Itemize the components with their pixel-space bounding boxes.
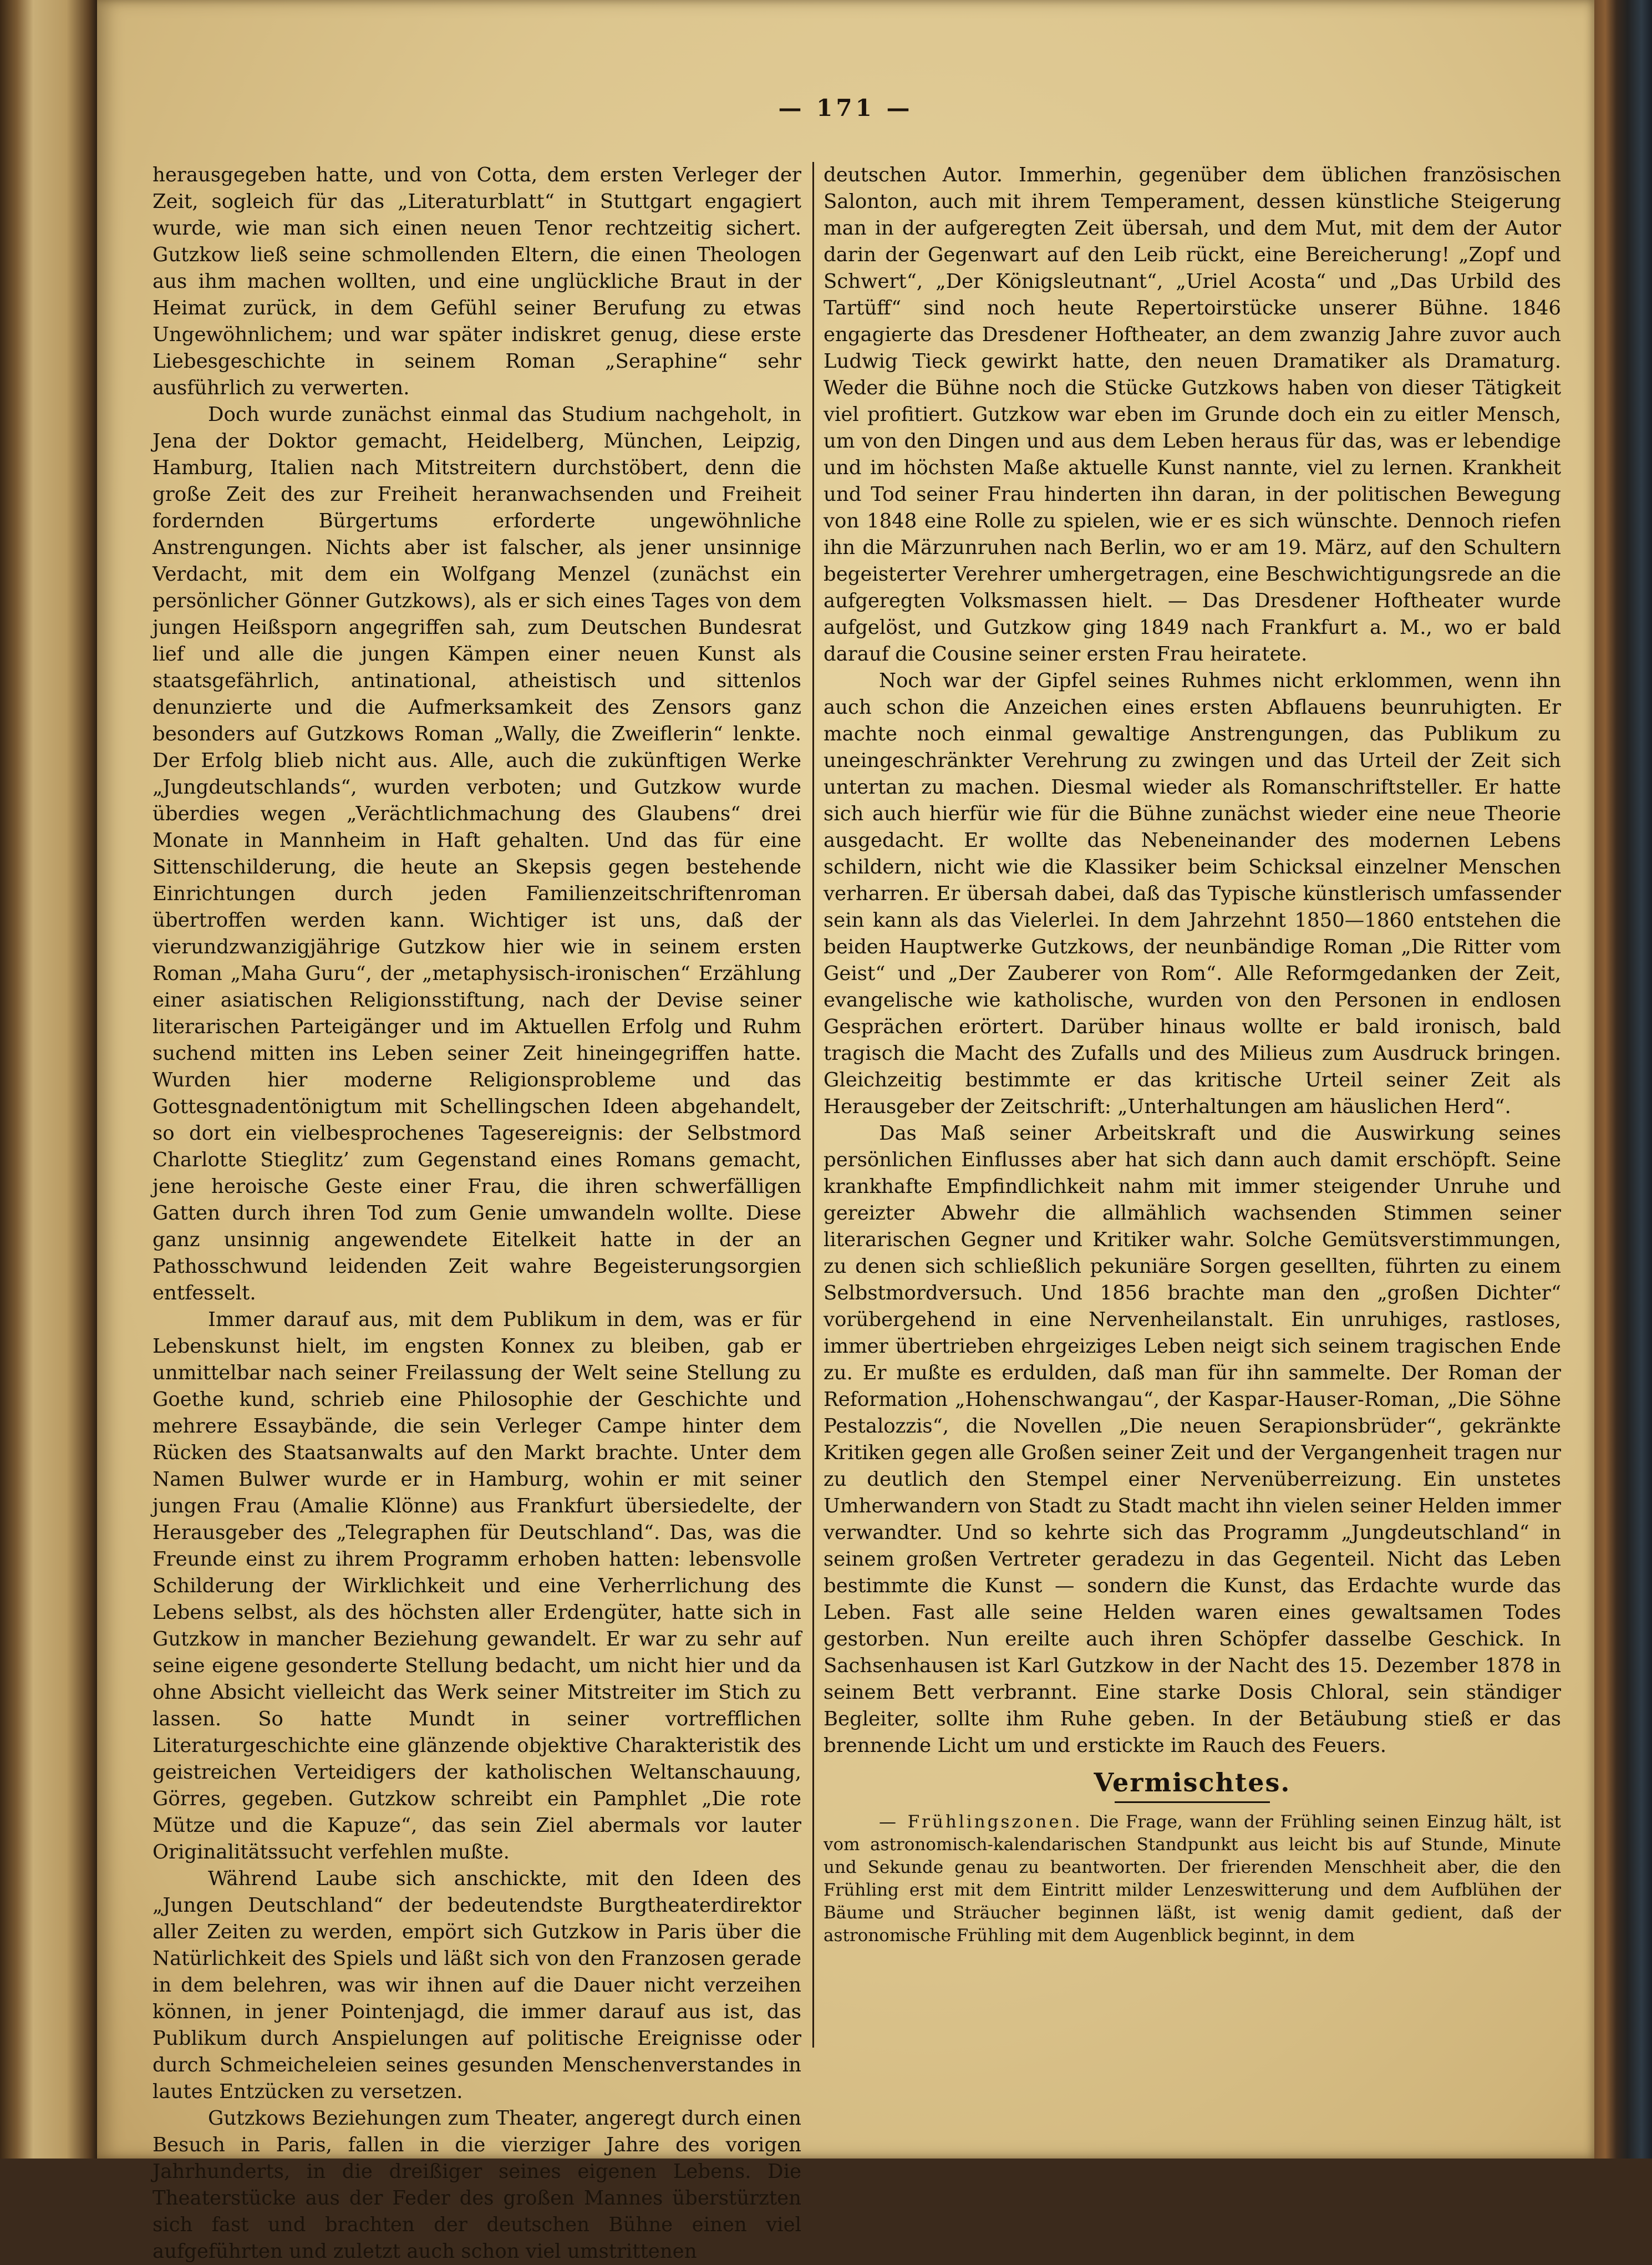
paragraph: Gutzkows Beziehungen zum Theater, angeregt durch einen Besuch in Paris, fallen in die vierziger Jahre des vorigen Jahrhunderts, in die dreißiger seines eigenen Lebens. Die Theaterstücke aus der Feder des großen Mannes überstürzten sich fast und brachten der deutschen Bühne einen viel aufgeführten und zuletzt auch schon viel umstrittenen xyxy=(153,2107,801,2263)
paragraph: herausgegeben hatte, und von Cotta, dem ersten Verleger der Zeit, sogleich für das „Literaturblatt“ in Stuttgart engagiert wurde, wie man sich einen neuen Tenor rechtzeitig sichert. Gutzkow ließ seine schmollenden Eltern, die einen Theologen aus ihm machen wollten, und eine unglückliche Braut in der Heimat zurück, in dem Gefühl seiner Berufung zu etwas Ungewöhnlichem; und war später indiskret genug, diese erste Liebesgeschichte in seinem Roman „Seraphine“ sehr ausführlich zu verwerten. xyxy=(153,164,801,399)
paragraph: deutschen Autor. Immerhin, gegenüber dem üblichen französischen Salonton, auch mit ihrem Temperament, dessen künstliche Steigerung man in der aufgeregten Zeit übersah, und dem Mut, mit dem der Autor darin der Gegenwart auf den Leib rückt, eine Bereicherung! „Zopf und Schwert“, „Der Königsleutnant“, „Uriel Acosta“ und „Das Urbild des Tartüff“ sind noch heute Repertoirstücke unserer Bühne. 1846 engagierte das Dresdener Hoftheater, an dem zwanzig Jahre zuvor auch Ludwig Tieck gewirkt hatte, den neuen Dramatiker als Dramaturg. Weder die Bühne noch die Stücke Gutzkows haben von dieser Tätigkeit viel profitiert. Gutzkow war eben im Grunde doch ein zu eitler Mensch, um von den Dingen und aus dem Leben heraus für das, was er lebendige und im höchsten Maße aktuelle Kunst nannte, viel zu lernen. Krankheit und Tod seiner Frau hinderten ihn daran, in der politischen Bewegung von 1848 eine Rolle zu spielen, wie er es sich wünschte. Dennoch riefen ihn die Märzunruhen nach Berlin, wo er am 19. März, auf den Schultern begeisterter Verehrer umhergetragen, eine Beschwichtigungsrede an die aufgeregten Volksmassen hielt. — Das Dresdener Hoftheater wurde aufgelöst, und Gutzkow ging 1849 nach Frankfurt a. M., wo er bald darauf die Cousine seiner ersten Frau heiratete. xyxy=(824,164,1561,666)
paragraph: Doch wurde zunächst einmal das Studium nachgeholt, in Jena der Doktor gemacht, Heidelberg, München, Leipzig, Hamburg, Italien nach Mitstreitern durchstöbert, denn die große Zeit des zur Freiheit heranwachsenden und Freiheit fordernden Bürgertums erforderte ungewöhnliche Anstrengungen. Nichts aber ist falscher, als jener unsinnige Verdacht, mit dem ein Wolfgang Menzel (zunächst ein persönlicher Gönner Gutzkows), als er sich eines Tages von dem jungen Heißsporn angegriffen sah, zum Deutschen Bundesrat lief und alle die jungen Kämpen einer neuen Kunst als staatsgefährlich, antinational, atheistisch und sittenlos denunzierte und die Aufmerksamkeit des Zensors ganz besonders auf Gutzkows Roman „Wally, die Zweiflerin“ lenkte. Der Erfolg blieb nicht aus. Alle, auch die zukünftigen Werke „Jungdeutschlands“, wurden verboten; und Gutzkow wurde überdies wegen „Verächtlichmachung des Glaubens“ drei Monate in Mannheim in Haft gehalten. Und das für eine Sittenschilderung, die heute an Skepsis gegen bestehende Einrichtungen durch jeden Familienzeitschriftenroman übertroffen werden kann. Wichtiger ist uns, daß der vierundzwanzigjährige Gutzkow hier wie in seinem ersten Roman „Maha Guru“, der „metaphysisch-ironischen“ Erzählung einer asiatischen Religionsstiftung, nach der Devise seiner literarischen Parteigänger und im Aktuellen Erfolg und Ruhm suchend mitten ins Leben seiner Zeit hineingegriffen hatte. Wurden hier moderne Religionsprobleme und das Gottesgnadentönigtum mit Schellingschen Ideen abgehandelt, so dort ein vielbesprochenes Tagesereignis: der Selbstmord Charlotte Stieglitz’ zum Gegenstand eines Romans gemacht, jene heroische Geste einer Frau, die ihren schwerfälligen Gatten durch ihren Tod zum Genie umwandeln wollte. Diese ganz unsinnig angewendete Eitelkeit hatte in der an Pathosschwund leidenden Zeit wahre Begeisterungsorgien entfesselt. xyxy=(153,403,801,1304)
paragraph: Während Laube sich anschickte, mit den Ideen des „Jungen Deutschland“ der bedeutendste Burgtheaterdirektor aller Zeiten zu werden, empört sich Gutzkow in Paris über die Natürlichkeit des Spiels und läßt sich von den Franzosen gerade in dem belehren, was wir ihnen auf die Dauer nicht verzeihen können, in jener Pointenjagd, die immer darauf aus ist, das Publikum durch Anspielungen auf politische Ereignisse oder durch Schmeicheleien seines gesunden Menschenverstandes in lautes Entzücken zu versetzen. xyxy=(153,1867,801,2103)
page-number: — 171 — xyxy=(778,94,913,121)
section-rule xyxy=(1115,1801,1270,1803)
column-divider xyxy=(812,162,814,2048)
right-column xyxy=(824,162,1561,1947)
paragraph: Immer darauf aus, mit dem Publikum in dem, was er für Lebenskunst hielt, im engsten Konnex zu bleiben, gab er unmittelbar nach seiner Freilassung der Welt seine Stellung zu Goethe kund, schrieb eine Philosophie der Geschichte und mehrere Essaybände, die sein Verleger Campe hinter dem Rücken des Staatsanwalts auf den Markt brachte. Unter dem Namen Bulwer wurde er in Hamburg, wohin er mit seiner jungen Frau (Amalie Klönne) aus Frankfurt übersiedelte, der Herausgeber des „Telegraphen für Deutschland“. Das, was die Freunde einst zu ihrem Programm erhoben hatten: lebensvolle Schilderung der Wirklichkeit und eine Verherrlichung des Lebens selbst, als des höchsten aller Erdengüter, hatte sich in Gutzkow in mancher Beziehung gewandelt. Er war zu sehr auf seine eigene gesonderte Stellung bedacht, um nicht hier und da ohne Absicht vielleicht das Werk seiner Mitstreiter im Stich zu lassen. So hatte Mundt in seiner vortrefflichen Literaturgeschichte eine glänzende objektive Charakteristik des geistreichen Verteidigers der katholischen Weltanschauung, Görres, gegeben. Gutzkow schreibt ein Pamphlet „Die rote Mütze und die Kapuze“, das sein Ziel abermals vor lauter Originalitätssucht verfehlen mußte. xyxy=(153,1308,801,1863)
page xyxy=(97,0,1594,2263)
section-title: Vermischtes. xyxy=(1094,1768,1291,1797)
section-text: Die Frage, wann der Frühling seinen Einzug hält, ist vom astronomisch-kalendarischen Standpunkt aus leicht bis auf Stunde, Minute und Sekunde genau zu beantworten. Der frierenden Menschheit aber, die den Frühling erst mit dem Eintritt milder Lenzeswitterung und dem Aufblühen der Bäume und Sträucher beginnen läßt, ist wenig damit gedient, daß der astronomische Frühling mit dem Augenblick beginnt, in dem xyxy=(824,1812,1561,1946)
facing-page-edge xyxy=(0,0,97,2159)
paragraph: Noch war der Gipfel seines Ruhmes nicht erklommen, wenn ihn auch schon die Anzeichen eines ersten Abflauens beunruhigten. Er machte noch einmal gewaltige Anstrengungen, das Publikum zu uneingeschränkter Verehrung zu zwingen und das Urteil der Zeit sich untertan zu machen. Diesmal wieder als Romanschriftsteller. Er hatte sich auch hierfür wie für die Bühne zunächst wieder eine neue Theorie ausgedacht. Er wollte das Nebeneinander des modernen Lebens schildern, nicht wie die Klassiker beim Schicksal einzelner Menschen verharren. Er übersah dabei, daß das Typische künstlerisch umfassender sein kann als das Vielerlei. In dem Jahrzehnt 1850—1860 entstehen die beiden Hauptwerke Gutzkows, der neunbändige Roman „Die Ritter vom Geist“ und „Der Zauberer von Rom“. Alle Reformgedanken der Zeit, evangelische wie katholische, wurden von den Personen in endlosen Gesprächen erörtert. Darüber hinaus wollte er bald ironisch, bald tragisch die Macht des Zufalls und des Milieus zum Ausdruck bringen. Gleichzeitig bestimmte er das kritische Urteil seiner Zeit als Herausgeber der Zeitschrift: „Unterhaltungen am häuslichen Herd“. xyxy=(824,669,1561,1118)
section-paragraph xyxy=(824,1811,1561,1947)
section-lead: — Frühlingszonen. xyxy=(879,1812,1082,1832)
paragraph: Das Maß seiner Arbeitskraft und die Auswirkung seines persönlichen Einflusses aber hat sich dann auch damit erschöpft. Seine krankhafte Empfindlichkeit nahm mit immer steigender Unruhe und gereizter Abwehr die allmählich wachsenden Stimmen seiner literarischen Gegner und Kritiker wahr. Solche Gemütsverstimmungen, zu denen sich schließlich pekuniäre Sorgen gesellten, führten zu einem Selbstmordversuch. Und 1856 brachte man den „großen Dichter“ vorübergehend in eine Nervenheilanstalt. Ein unruhiges, rastloses, immer übertrieben ehrgeiziges Leben neigt sich seinem tragischen Ende zu. Er mußte es erdulden, daß man für ihn sammelte. Der Roman der Reformation „Hohenschwangau“, der Kaspar-Hauser-Roman, „Die Söhne Pestalozzis“, die Novellen „Die neuen Serapionsbrüder“, gekränkte Kritiken gegen alle Großen seiner Zeit und der Vergangenheit tragen nur zu deutlich den Stempel einer Nervenüberreizung. Ein unstetes Umherwandern von Stadt zu Stadt macht ihn vielen seiner Helden immer verwandter. Und so kehrte sich das Programm „Jungdeutschland“ in seinem großen Vertreter geradezu in das Gegenteil. Nicht das Leben bestimmte die Kunst — sondern die Kunst, das Erdachte wurde das Leben. Fast alle seine Helden waren eines gewaltsamen Todes gestorben. Nun ereilte auch ihren Schöpfer dasselbe Geschick. In Sachsenhausen ist Karl Gutzkow in der Nacht des 15. Dezember 1878 in seinem Bett verbrannt. Eine starke Dosis Chloral, sein ständiger Begleiter, sollte ihm Ruhe geben. In der Betäubung stieß er das brennende Licht um und erstickte im Rauch des Feuers. xyxy=(824,1122,1561,1757)
book-spine xyxy=(1594,0,1652,2159)
left-column xyxy=(153,162,801,2265)
